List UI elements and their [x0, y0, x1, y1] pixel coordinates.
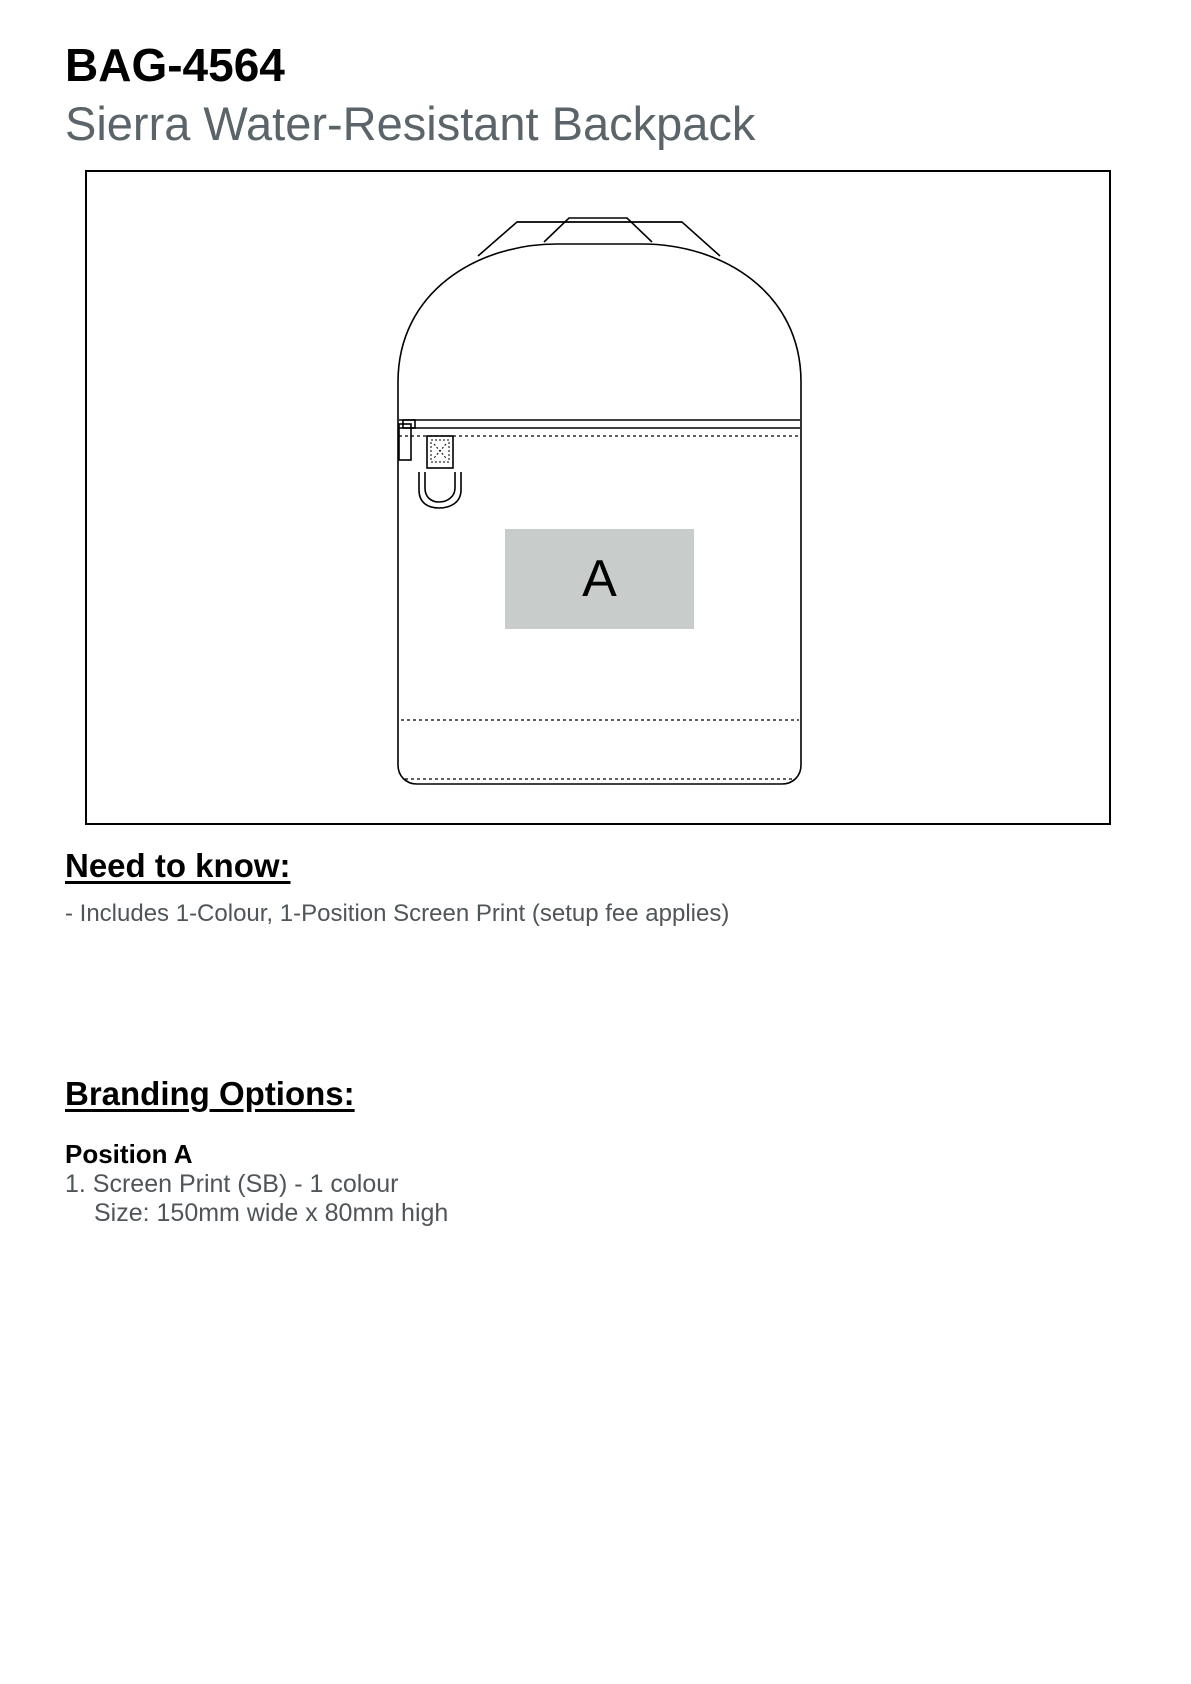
handle-outline: [478, 222, 720, 256]
branding-options-heading: Branding Options:: [65, 1075, 355, 1112]
position-a-size: Size: 150mm wide x 80mm high: [94, 1199, 449, 1227]
product-name: Sierra Water-Resistant Backpack: [65, 97, 756, 150]
need-to-know-heading: Need to know:: [65, 847, 291, 884]
position-a-option: 1. Screen Print (SB) - 1 colour: [65, 1170, 399, 1198]
position-a-title: Position A: [65, 1139, 193, 1169]
backpack-illustration: [87, 172, 1109, 823]
print-area-label: A: [582, 550, 617, 608]
product-code: BAG-4564: [65, 39, 285, 91]
print-area-a: [505, 529, 694, 629]
product-illustration-frame: [85, 170, 1111, 825]
bag-body-outline: [398, 244, 801, 784]
need-to-know-item: - Includes 1-Colour, 1-Position Screen Print (setup fee applies): [65, 900, 730, 927]
